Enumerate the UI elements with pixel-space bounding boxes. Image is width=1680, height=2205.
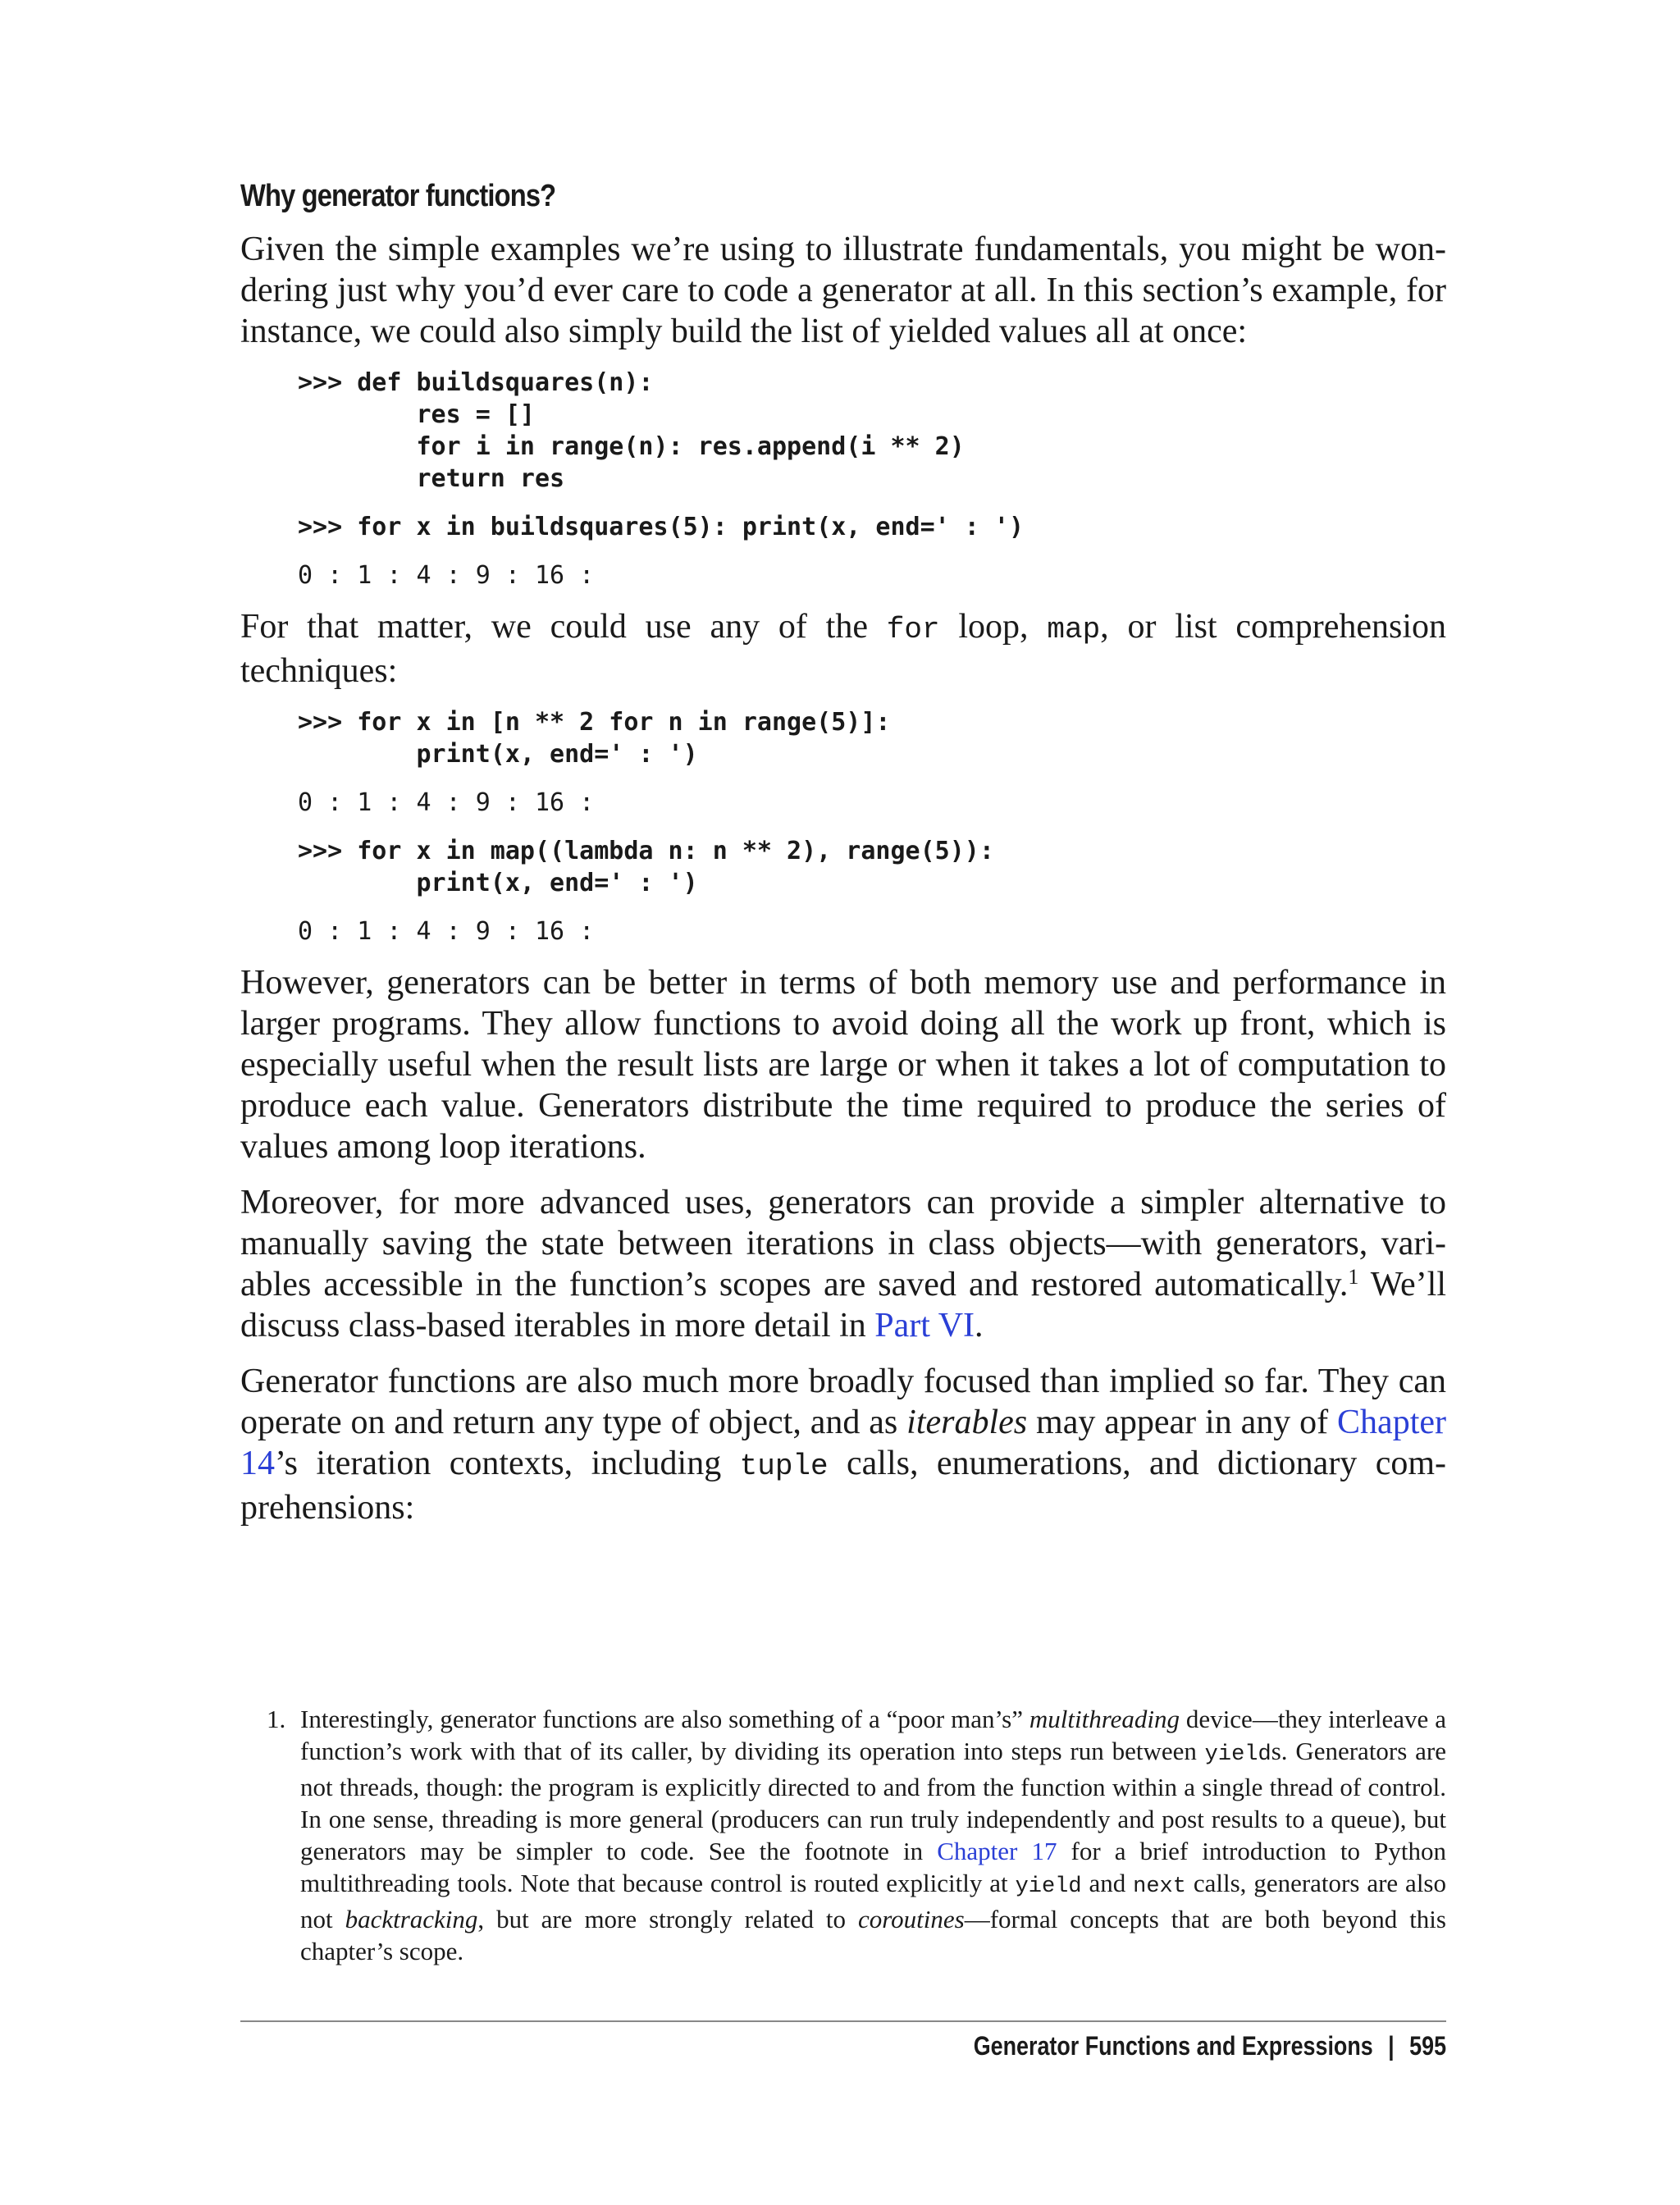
code-output: 0 : 1 : 4 : 9 : 16 :: [298, 788, 595, 817]
paragraph-performance: However, generators can be better in terms of both memory use and performance in larger programs. They allow functions to avoid doing all the work up front, which is especially useful when the result lists are large or when it takes a lot of computation to produce each value. Generators distribute the time required to produce the series of values among loop iterations.: [240, 964, 1446, 1166]
footer-separator: |: [1388, 2031, 1395, 2061]
code-line: >>> for x in map((lambda n: n ** 2), range(5)):: [298, 837, 994, 865]
code-block-buildsquares: [298, 367, 1446, 591]
inline-code-for: for: [886, 613, 940, 646]
footer-title: Generator Functions and Expressions: [973, 2031, 1373, 2061]
link-part-vi[interactable]: Part VI: [874, 1307, 975, 1344]
inline-code-map: map: [1047, 613, 1101, 646]
footnote-ref[interactable]: 1: [1348, 1265, 1359, 1289]
link-chapter-17[interactable]: Chapter 17: [937, 1837, 1057, 1865]
code-block-comprehension: [298, 706, 1446, 947]
footnote: [240, 1703, 1446, 1967]
paragraph-iterables: Generator functions are also much more broadly focused than implied so far. They can operate on and return any type of object, and as iterables may appear in any of Chapter 14’s iteration contexts, including tuple calls, enumerations, and dictionary comprehensions:: [240, 1363, 1446, 1527]
section-heading: Why generator functions?: [240, 179, 556, 213]
code-line: print(x, end=' : '): [298, 869, 698, 897]
footnote-text: Interestingly, generator functions are also something of a “poor man’s” multithreading device—they interleave a function’s work with that of its caller, by dividing its operation into steps run between yields. Generators are not threads, though: the program is explicitly directed to and from the function within a single thread of control. In one sense, threading is more general (producers can run truly independently and post results to a queue), but generators may be simpler to code. See the footnote in Chapter 17 for a brief introduction to Python multithreading tools. Note that because control is routed explicitly at yield and next calls, generators are also not backtracking, but are more strongly related to coroutines—formal concepts that are both beyond this chapter’s scope.: [300, 1705, 1447, 1965]
code-output: 0 : 1 : 4 : 9 : 16 :: [298, 561, 595, 590]
page-body: [240, 179, 1446, 1543]
page-number: 595: [1409, 2031, 1446, 2061]
inline-code-tuple: tuple: [739, 1449, 829, 1483]
code-line: >>> for x in [n ** 2 for n in range(5)]:: [298, 708, 891, 737]
paragraph-alternatives: For that matter, we could use any of the for loop, map, or list comprehension techniques:: [240, 608, 1446, 690]
footnote-number: 1.: [267, 1705, 286, 1733]
code-line: res = []: [298, 400, 535, 429]
running-footer: [974, 2031, 1446, 2061]
paragraph-state: Moreover, for more advanced uses, generators can provide a simpler alternative to manually saving the state between iterations in class objects—with generators, variables accessible in the function’s scopes are saved and restored automatically.$^1$ We’ll discuss class-based iterables in more detail in Part VI.: [240, 1184, 1446, 1344]
code-line: >>> for x in buildsquares(5): print(x, end=' : '): [298, 513, 1025, 541]
paragraph-intro: Given the simple examples we’re using to illustrate fundamentals, you might be wondering just why you’d ever care to code a generator at all. In this section’s example, for instance, we could also simply build the list of yielded values all at once:: [240, 231, 1446, 350]
code-line: for i in range(n): res.append(i ** 2): [298, 432, 965, 461]
code-output: 0 : 1 : 4 : 9 : 16 :: [298, 917, 595, 946]
code-line: >>> def buildsquares(n):: [298, 368, 654, 397]
code-line: return res: [298, 464, 565, 493]
footer-rule: [240, 2020, 1446, 2022]
link-chapter-14[interactable]: Chapter 14: [240, 1404, 1446, 1482]
code-line: print(x, end=' : '): [298, 740, 698, 769]
